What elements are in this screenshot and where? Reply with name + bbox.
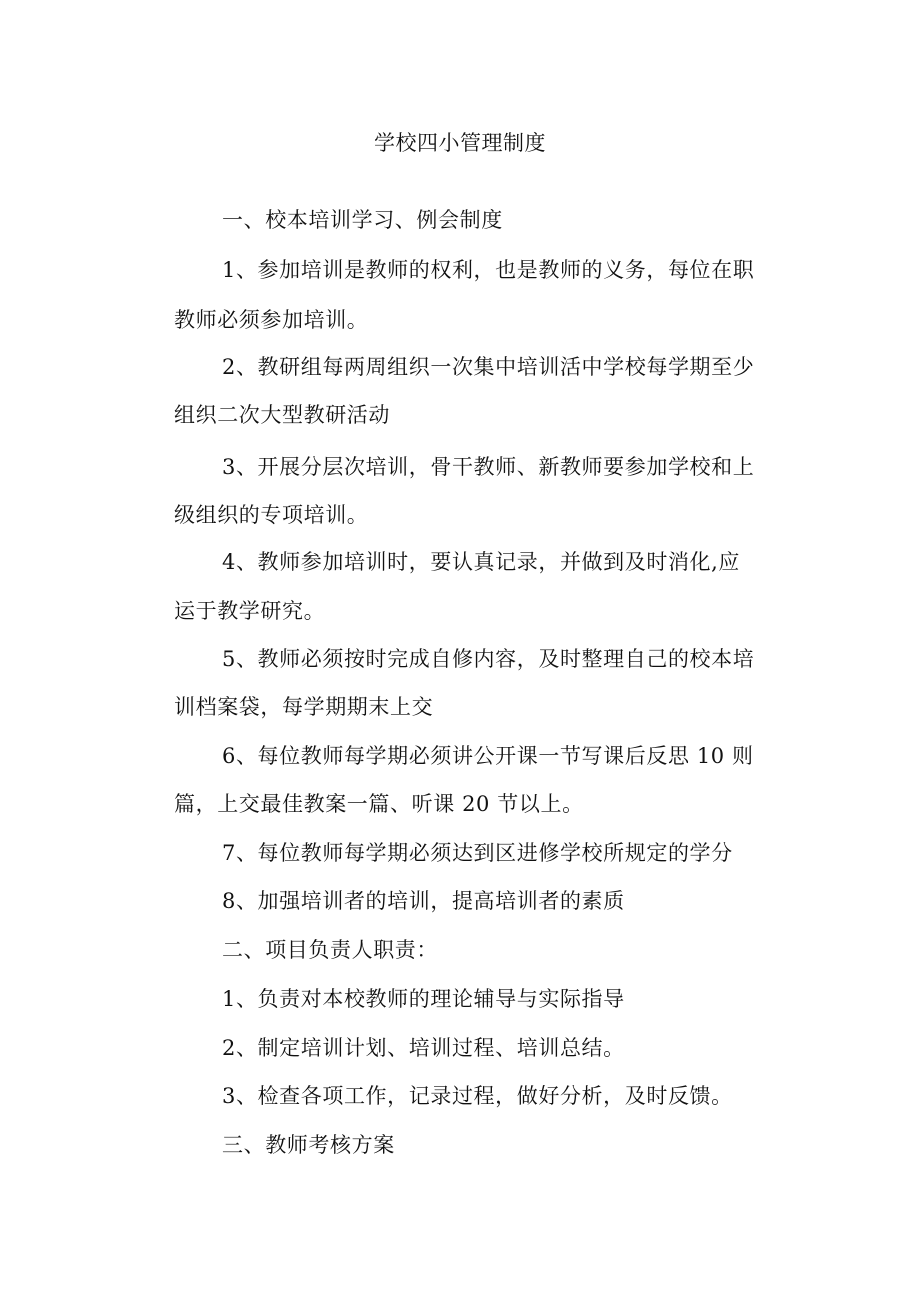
- paragraph-line: 篇，上交最佳教案一篇、听课 20 节以上。: [174, 792, 584, 816]
- paragraph-line: 1、负责对本校教师的理论辅导与实际指导: [222, 987, 625, 1011]
- paragraph-line: 1、参加培训是教师的权利，也是教师的义务，每位在职: [222, 258, 755, 282]
- paragraph-line: 8、加强培训者的培训，提高培训者的素质: [222, 889, 625, 913]
- section-heading-3: 三、教师考核方案: [222, 1133, 395, 1157]
- paragraph-line: 3、开展分层次培训，骨干教师、新教师要参加学校和上: [222, 455, 755, 479]
- section-heading-2: 二、项目负责人职责：: [222, 938, 438, 962]
- paragraph-line: 运于教学研究。: [174, 599, 326, 623]
- paragraph-line: 4、教师参加培训时，要认真记录，并做到及时消化,应: [222, 550, 741, 574]
- paragraph-line: 级组织的专项培训。: [174, 503, 369, 527]
- paragraph-line: 5、教师必须按时完成自修内容，及时整理自己的校本培: [222, 647, 755, 671]
- paragraph-line: 3、检查各项工作，记录过程，做好分析，及时反馈。: [222, 1084, 733, 1108]
- paragraph-line: 2、教研组每两周组织一次集中培训活中学校每学期至少: [222, 355, 755, 379]
- paragraph-line: 6、每位教师每学期必须讲公开课一节写课后反思 10 则: [222, 744, 754, 768]
- paragraph-line: 2、制定培训计划、培训过程、培训总结。: [222, 1036, 625, 1060]
- section-heading-1: 一、校本培训学习、例会制度: [222, 208, 503, 232]
- document-title: 学校四小管理制度: [374, 131, 546, 155]
- paragraph-line: 教师必须参加培训。: [174, 308, 369, 332]
- paragraph-line: 组织二次大型教研活动: [174, 403, 390, 427]
- paragraph-line: 7、每位教师每学期必须达到区进修学校所规定的学分: [222, 841, 733, 865]
- paragraph-line: 训档案袋，每学期期末上交: [174, 695, 434, 719]
